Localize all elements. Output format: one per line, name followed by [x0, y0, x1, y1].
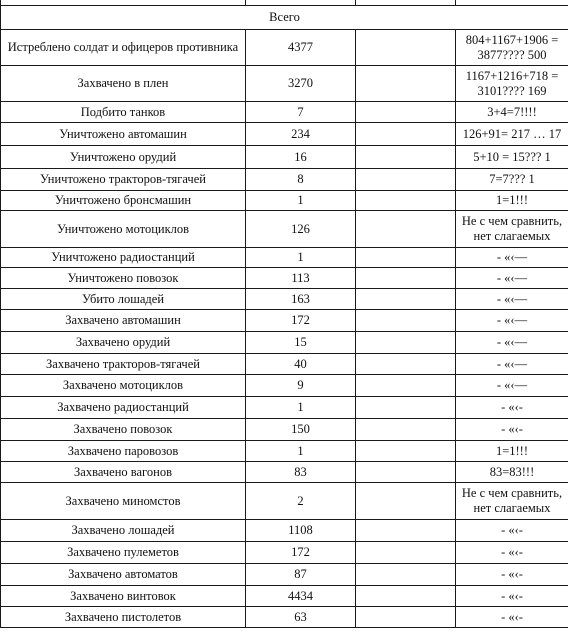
row-note [356, 30, 456, 66]
row-compare: - «‹- [456, 586, 568, 607]
row-compare: 7=7??? 1 [456, 169, 568, 191]
table-row [1, 375, 568, 397]
row-value: 172 [246, 310, 356, 332]
row-label: Захвачено вагонов [1, 462, 246, 483]
total-header-row [1, 6, 568, 30]
table-row [1, 211, 568, 248]
table-row [1, 169, 568, 191]
table-row [1, 542, 568, 564]
row-label: Захвачено лошадей [1, 520, 246, 542]
row-value: 1 [246, 397, 356, 419]
row-value: 4377 [246, 30, 356, 66]
row-note [356, 191, 456, 211]
table-row [1, 397, 568, 419]
row-note [356, 102, 456, 123]
table-row [1, 607, 568, 628]
row-note [356, 66, 456, 102]
row-note [356, 462, 456, 483]
row-label: Истреблено солдат и офицеров противника [1, 30, 246, 66]
table-row [1, 441, 568, 462]
row-compare: 1=1!!! [456, 441, 568, 462]
row-note [356, 332, 456, 354]
table-row [1, 483, 568, 520]
row-compare: 3+4=7!!!! [456, 102, 568, 123]
table-row [1, 30, 568, 66]
table-row [1, 419, 568, 441]
row-compare: 83=83!!! [456, 462, 568, 483]
row-compare: - «‹— [456, 310, 568, 332]
row-value: 1108 [246, 520, 356, 542]
row-compare: Не с чем сравнить, нет слагаемых [456, 211, 568, 248]
table-row [1, 268, 568, 289]
row-compare: 1167+1216+718 = 3101???? 169 [456, 66, 568, 102]
row-value: 87 [246, 564, 356, 586]
row-note [356, 211, 456, 248]
table-row [1, 66, 568, 102]
row-note [356, 586, 456, 607]
row-note [356, 441, 456, 462]
row-compare: 1=1!!! [456, 191, 568, 211]
row-note [356, 268, 456, 289]
row-label: Захвачено в плен [1, 66, 246, 102]
table-row [1, 102, 568, 123]
row-label: Подбито танков [1, 102, 246, 123]
row-value: 163 [246, 289, 356, 310]
row-note [356, 354, 456, 375]
row-label: Захвачено мотоциклов [1, 375, 246, 397]
row-compare: - «‹- [456, 419, 568, 441]
row-compare: - «‹- [456, 397, 568, 419]
row-value: 63 [246, 607, 356, 628]
table-row [1, 586, 568, 607]
row-label: Захвачено винтовок [1, 586, 246, 607]
row-label: Уничтожено повозок [1, 268, 246, 289]
row-note [356, 607, 456, 628]
row-value: 1 [246, 248, 356, 268]
row-label: Захвачено орудий [1, 332, 246, 354]
row-label: Захвачено автоматов [1, 564, 246, 586]
row-value: 15 [246, 332, 356, 354]
row-label: Захвачено повозок [1, 419, 246, 441]
row-compare: Не с чем сравнить, нет слагаемых [456, 483, 568, 520]
row-note [356, 542, 456, 564]
row-label: Уничтожено орудий [1, 146, 246, 169]
row-compare: - «‹- [456, 520, 568, 542]
row-note [356, 310, 456, 332]
row-compare: - «‹— [456, 268, 568, 289]
table-row [1, 520, 568, 542]
row-value: 9 [246, 375, 356, 397]
row-compare: - «‹— [456, 332, 568, 354]
row-value: 2 [246, 483, 356, 520]
row-note [356, 520, 456, 542]
row-label: Захвачено пулеметов [1, 542, 246, 564]
row-value: 113 [246, 268, 356, 289]
row-value: 40 [246, 354, 356, 375]
table-row [1, 462, 568, 483]
row-label: Уничтожено мотоциклов [1, 211, 246, 248]
row-note [356, 483, 456, 520]
row-compare: 126+91= 217 … 17 [456, 123, 568, 146]
row-note [356, 123, 456, 146]
table-row [1, 289, 568, 310]
row-value: 4434 [246, 586, 356, 607]
row-note [356, 419, 456, 441]
row-label: Захвачено радиостанций [1, 397, 246, 419]
row-compare: 5+10 = 15??? 1 [456, 146, 568, 169]
row-label: Захвачено пистолетов [1, 607, 246, 628]
row-compare: - «‹— [456, 289, 568, 310]
row-value: 8 [246, 169, 356, 191]
row-label: Захвачено паровозов [1, 441, 246, 462]
row-value: 172 [246, 542, 356, 564]
row-value: 7 [246, 102, 356, 123]
row-note [356, 375, 456, 397]
row-note [356, 146, 456, 169]
row-value: 126 [246, 211, 356, 248]
table-row [1, 564, 568, 586]
row-note [356, 169, 456, 191]
total-header-cell: Всего [1, 6, 568, 30]
row-label: Захвачено тракторов-тягачей [1, 354, 246, 375]
table-row [1, 123, 568, 146]
table-row [1, 332, 568, 354]
row-value: 150 [246, 419, 356, 441]
row-compare: - «‹- [456, 564, 568, 586]
row-value: 234 [246, 123, 356, 146]
row-label: Уничтожено тракторов-тягачей [1, 169, 246, 191]
row-compare: - «‹— [456, 375, 568, 397]
row-compare: - «‹- [456, 542, 568, 564]
row-compare: 804+1167+1906 = 3877???? 500 [456, 30, 568, 66]
row-note [356, 564, 456, 586]
row-compare: - «‹— [456, 354, 568, 375]
row-note [356, 397, 456, 419]
row-value: 83 [246, 462, 356, 483]
row-label: Уничтожено бронсмашин [1, 191, 246, 211]
row-label: Захвачено автомашин [1, 310, 246, 332]
row-label: Захвачено миномстов [1, 483, 246, 520]
table-row [1, 191, 568, 211]
row-label: Уничтожено радиостанций [1, 248, 246, 268]
row-label: Уничтожено автомашин [1, 123, 246, 146]
row-compare: - «‹- [456, 607, 568, 628]
table-row [1, 310, 568, 332]
row-note [356, 289, 456, 310]
row-value: 1 [246, 441, 356, 462]
row-note [356, 248, 456, 268]
row-label: Убито лошадей [1, 289, 246, 310]
row-value: 3270 [246, 66, 356, 102]
row-value: 1 [246, 191, 356, 211]
row-compare: - «‹— [456, 248, 568, 268]
table-row [1, 354, 568, 375]
row-value: 16 [246, 146, 356, 169]
table-body [1, 0, 568, 628]
table-row [1, 146, 568, 169]
table-row [1, 248, 568, 268]
